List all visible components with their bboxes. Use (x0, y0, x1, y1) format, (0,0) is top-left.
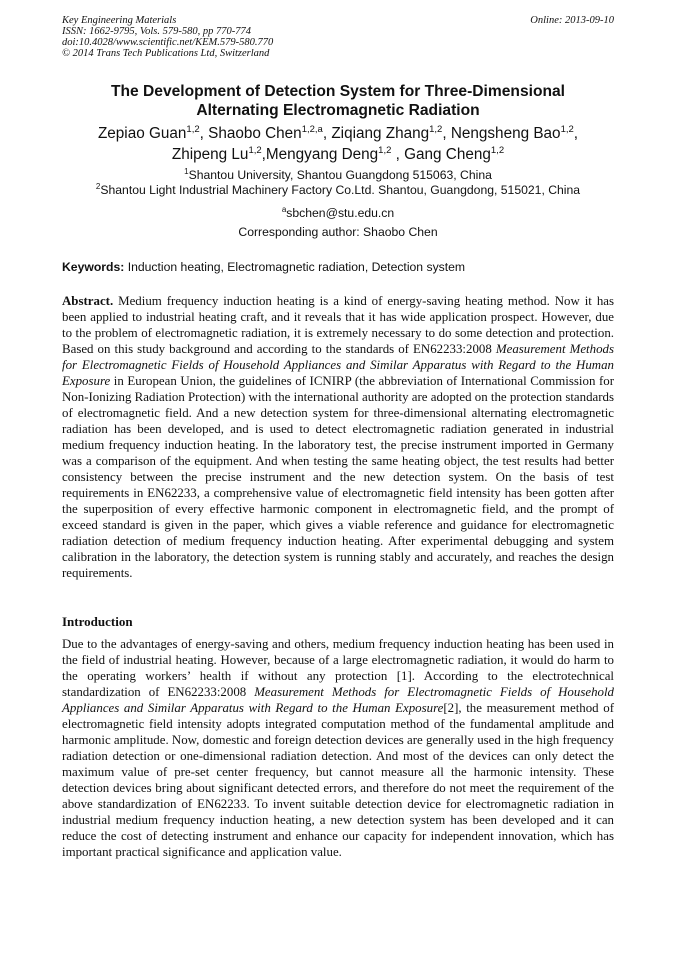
journal-name: Key Engineering Materials (62, 15, 177, 26)
corresponding-author: Corresponding author: Shaobo Chen (238, 225, 438, 239)
title-line-2: Alternating Electromagnetic Radiation (196, 102, 480, 119)
keywords (62, 260, 622, 274)
abstract-label: Abstract. (62, 294, 114, 308)
author-sep: , (261, 146, 266, 163)
doi-line: doi:10.4028/www.scientific.net/KEM.579-580.770 (62, 37, 274, 48)
affiliation-sup: 2 (95, 182, 101, 191)
author-sup: 1,2 (560, 124, 574, 135)
author-sep: , (442, 125, 451, 142)
author-sep: , (322, 125, 332, 142)
author-list (62, 123, 614, 165)
author-name: Nengsheng Bao (450, 125, 561, 142)
author-sup: 1,2 (429, 124, 443, 135)
author-email: $^a$sbchen@stu.edu.cn (281, 205, 395, 220)
email-sup: a (281, 205, 287, 214)
paper-title (62, 82, 614, 120)
section-heading-introduction: Introduction (62, 614, 133, 629)
issn-line: ISSN: 1662-9795, Vols. 579-580, pp 770-774 (62, 26, 251, 37)
author-sup: 1,2 (490, 145, 505, 156)
journal-header (62, 15, 273, 59)
author-sup: 1,2 (248, 145, 262, 156)
author-name: Shaobo Chen (208, 125, 302, 142)
introduction-paragraph: Due to the advantages of energy-saving and others, medium frequency induction heating has been used in the field of industrial heating. However, because of a large electromagnetic radiation, it would do harm to the operating workers’ health if without any protection [1]. According to the electrotechnical standardization of EN62233:2008 Measurement Methods for Electromagnetic Fields of Household Appliances and Similar Apparatus with Regard to the Human Exposure[2], the measurement method of electromagnetic field intensity adopts integrated computation method of the fundamental amplitude and harmonic amplitude. Now, domestic and foreign detection devices are generally used in the high frequency radiation detection or one-dimensional radiation detection. And most of the devices can only detect the maximum value of pre-set center frequency, but cannot measure all the harmonic intensity. These detection devices bring about significant detected errors, and therefore do not meet the requirement of the above standardization of EN62233. To invent suitable detection device for electromagnetic radiation in industrial medium frequency induction heating, a new detection system has been developed and it can reduce the cost of detecting instrument and enhance our capacity for independent innovation, which has important practical significance and application value. (62, 637, 614, 859)
author-sep: , (391, 146, 405, 163)
author-sup: 1,2 (186, 124, 200, 135)
affiliation-1: $^1$Shantou University, Shantou Guangdong 515063, China (184, 167, 492, 182)
copyright-line: © 2014 Trans Tech Publications Ltd, Switzerland (62, 48, 270, 59)
author-name: Gang Cheng (404, 146, 491, 163)
author-sep: , (199, 125, 209, 142)
author-sup: 1,2 (378, 145, 392, 156)
keywords-text: Induction heating, Electromagnetic radiation, Detection system (124, 260, 466, 274)
online-date: Online: 2013-09-10 (530, 15, 614, 26)
abstract: Abstract. Medium frequency induction heating is a kind of energy-saving heating method. Now it has been applied to industrial heating craft, and it reveals that it has wide application prospect. However, due to the problem of electromagnetic radiation, it is extremely necessary to do some detection and protection. Based on this study background and according to the standards of EN62233:2008 Measurement Methods for Electromagnetic Fields of Household Appliances and Similar Apparatus with Regard to the Human Exposure in European Union, the guidelines of ICNIRP (the abbreviation of International Commission for Non-Ionizing Radiation Protection) with the international authority are adopted on the protection standards of electromagnetic field. And a new detection system for three-dimensional alternating electromagnetic radiation has been developed, and is used to detect electromagnetic radiation generated in industrial medium frequency induction heating. In the laboratory test, the precise instrument imported in Germany was a comparison of the equipment. And when testing the same heating object, the test results had better consistency between the precise instrument and the new detection system. On the basis of test requirements in EN62233, a comprehensive value of electromagnetic field intensity has been gotten after the superposition of every effective harmonic component in electromagnetic field, and the prompt of exceed standard is given in the paper, which gives a viable reference and guidance for electromagnetic radiation detection of medium frequency induction heating. After experimental debugging and system calibration in the laboratory, the detection system is running stably and accurately, and reaches the design requirements. (62, 294, 614, 580)
title-line-1: The Development of Detection System for Three-Dimensional (110, 83, 566, 100)
affiliation-sup: 1 (184, 167, 189, 176)
author-sup: 1,2,a (301, 124, 323, 135)
keywords-label: Keywords: (62, 260, 125, 274)
author-name: Zepiao Guan (97, 125, 187, 142)
author-name: Mengyang Deng (265, 146, 379, 163)
author-sep: , (573, 125, 579, 142)
affiliation-2: $^2$Shantou Light Industrial Machinery Factory Co.Ltd. Shantou, Guangdong, 515021, China (95, 182, 581, 197)
author-name: Ziqiang Zhang (331, 125, 430, 142)
author-name: Zhipeng Lu (171, 146, 249, 163)
